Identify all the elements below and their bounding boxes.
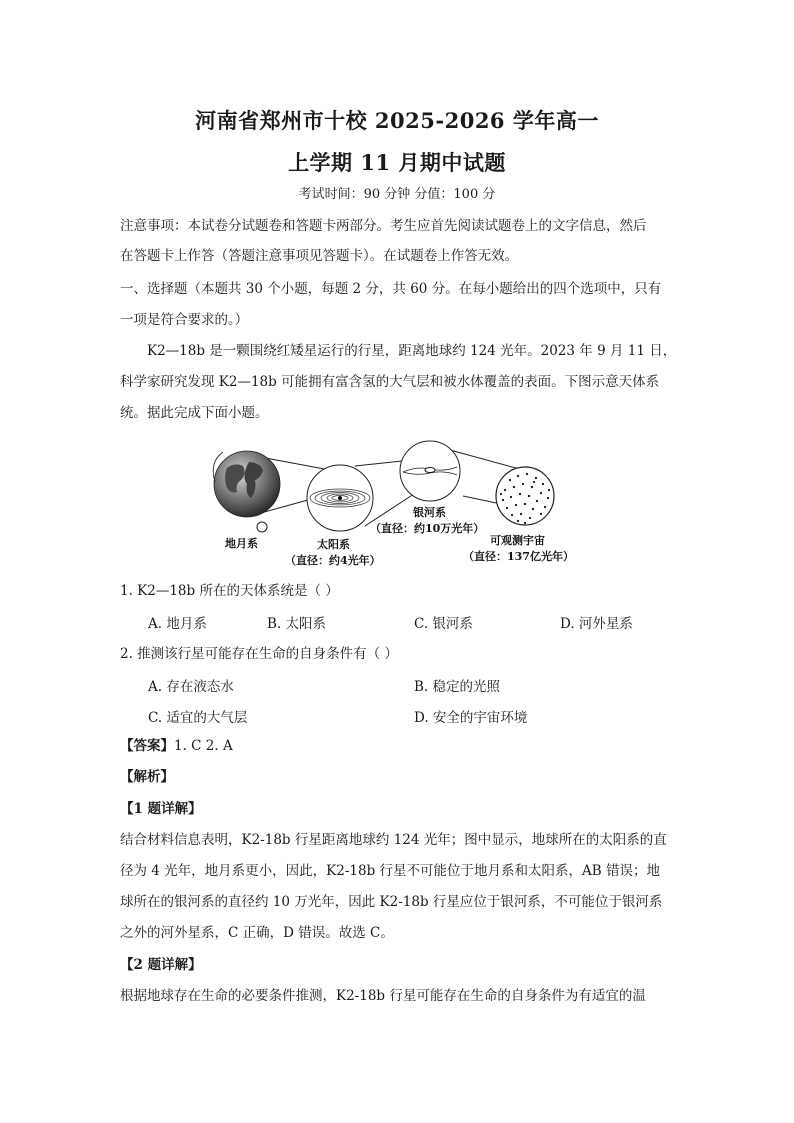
galaxy-icon	[400, 441, 460, 501]
question-1-option-a[interactable]: A. 地月系	[148, 616, 207, 632]
question-2-option-c[interactable]: C. 适宜的大气层	[148, 710, 248, 726]
question-1-stem: 1. K2—18b 所在的天体系统是（ ）	[120, 583, 339, 599]
question-2-stem: 2. 推测该行星可能存在生命的自身条件有（ ）	[120, 646, 398, 662]
exam-info: 考试时间：90 分钟 分值：100 分	[298, 187, 496, 202]
answer-text: 1. C 2. A	[174, 738, 233, 754]
question-1-option-c[interactable]: C. 银河系	[414, 616, 473, 632]
q1-detail-line: 之外的河外星系，C 正确，D 错误。故选 C。	[120, 925, 394, 941]
notice-line: 在答题卡上作答（答题注意事项见答题卡）。在试题卷上作答无效。	[120, 248, 519, 264]
q1-detail-line: 径为 4 光年，地月系更小，因此，K2-18b 行星不可能位于地月系和太阳系，AB 错误；地	[120, 863, 660, 879]
celestial-systems-diagram	[205, 438, 605, 573]
label-solar-diameter: （直径：约4光年）	[285, 554, 381, 567]
notice-line: 注意事项：本试卷分试题卷和答题卡两部分。考生应首先阅读试题卷上的文字信息，然后	[120, 218, 647, 234]
q1-detail-line: 球所在的银河系的直径约 10 万光年，因此 K2-18b 行星应位于银河系，不可能位于银河系	[120, 894, 663, 910]
question-2-option-d[interactable]: D. 安全的宇宙环境	[414, 710, 528, 726]
section-heading-line: 一、选择题（本题共 30 个小题，每题 2 分，共 60 分。在每小题给出的四个选项中，只有	[120, 281, 662, 297]
question-1-option-d[interactable]: D. 河外星系	[560, 616, 633, 632]
moon-icon	[257, 522, 267, 532]
section-heading-line: 一项是符合要求的。）	[120, 312, 249, 328]
question-2-option-b[interactable]: B. 稳定的光照	[414, 679, 501, 695]
label-observable-universe: 可观测宇宙	[490, 534, 545, 547]
analysis-label: 【解析】	[120, 769, 174, 785]
answer-line	[120, 736, 680, 756]
earth-icon	[213, 451, 280, 517]
label-universe-diameter: （直径：137亿光年）	[463, 550, 574, 563]
answer-label: 【答案】	[120, 738, 174, 754]
q1-detail-label: 【1 题详解】	[120, 801, 202, 817]
q2-detail-label: 【2 题详解】	[120, 957, 202, 973]
solar-system-icon	[307, 465, 373, 531]
q2-detail-line: 根据地球存在生命的必要条件推测，K2-18b 行星可能存在生命的自身条件为有适宜的温	[120, 988, 646, 1004]
label-galaxy-diameter: （直径：约10万光年）	[370, 522, 485, 535]
question-2-option-a[interactable]: A. 存在液态水	[148, 679, 234, 695]
passage-line: K2—18b 是一颗围绕红矮星运行的行星，距离地球约 124 光年。2023 年 9 月 11 日，	[147, 343, 677, 359]
question-1-option-b[interactable]: B. 太阳系	[267, 616, 327, 632]
passage-line: 统。据此完成下面小题。	[120, 405, 269, 421]
observable-universe-icon	[496, 467, 554, 525]
label-galaxy: 银河系	[413, 506, 446, 519]
passage-line: 科学家研究发现 K2—18b 可能拥有富含氢的大气层和被水体覆盖的表面。下图示意天体系	[120, 374, 660, 390]
label-solar-system: 太阳系	[317, 538, 350, 551]
q1-detail-line: 结合材料信息表明，K2-18b 行星距离地球约 124 光年；图中显示，地球所在的太阳系的直	[120, 832, 667, 848]
document-title-line2: 上学期 11 月期中试题	[288, 150, 506, 175]
document-title-line1: 河南省郑州市十校 2025-2026 学年高一	[195, 108, 599, 133]
label-earth-moon: 地月系	[225, 537, 258, 550]
